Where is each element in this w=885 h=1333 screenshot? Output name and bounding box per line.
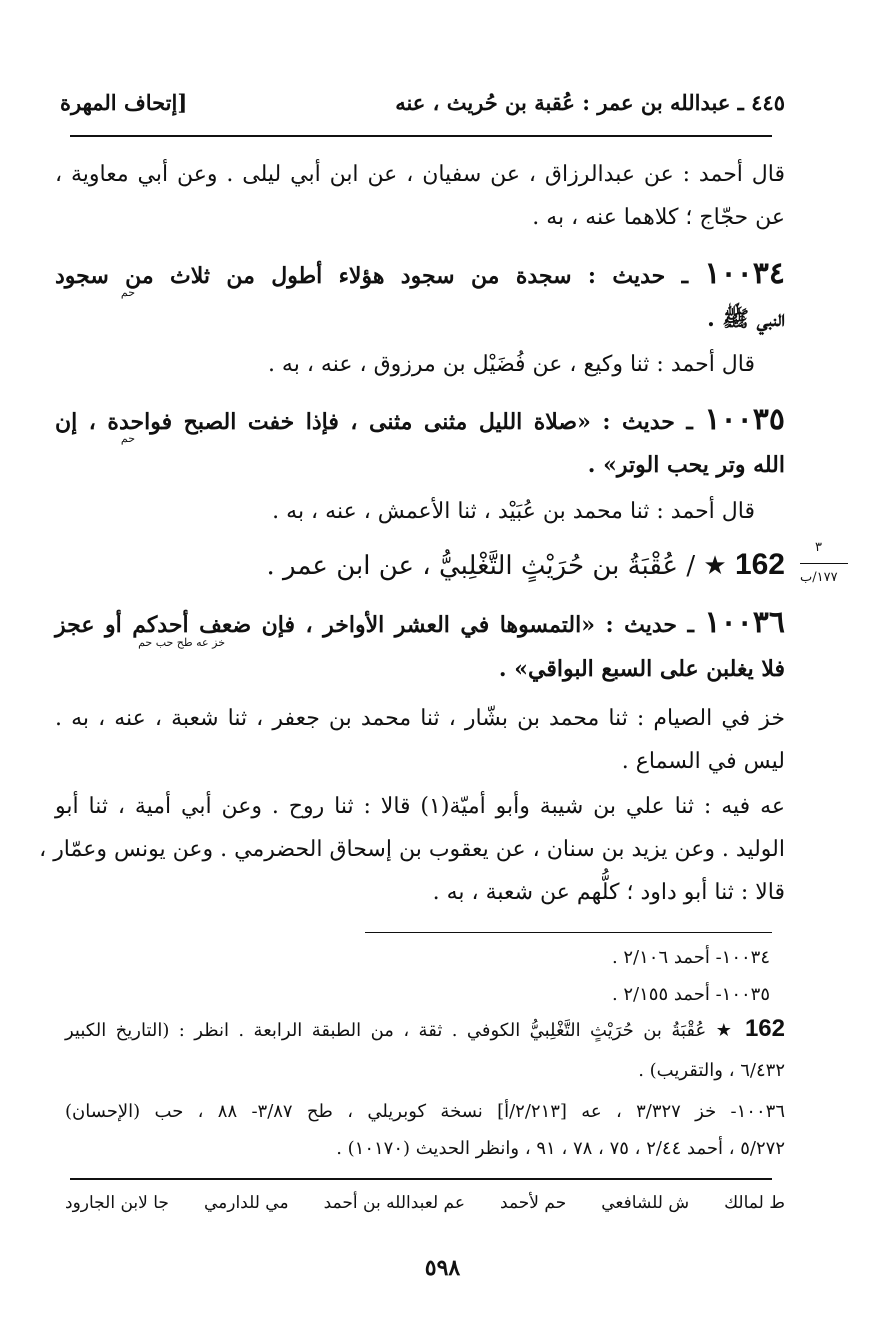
margin-note-bottom: ١٧٧/ب: [800, 570, 838, 585]
paragraph-line: عه فيه : ثنا علي بن شيبة وأبو أميّة(١) قالا : ثنا روح . وعن أبي أمية ، ثنا أبو: [55, 794, 785, 819]
source-marks: خز عه طح حب حم: [138, 636, 225, 649]
hadith-heading-text: ـ حديث : سجدة من سجود هؤلاء أطول من ثلاث من سجود: [55, 263, 689, 289]
paragraph-line: الوليد . وعن يزيد بن سنان ، عن يعقوب بن إسحاق الحضرمي . وعن يونس وعمّار ،: [39, 837, 785, 862]
isnad-line: قال أحمد : ثنا وكيع ، عن فُضَيْل بن مرزوق ، عنه ، به .: [267, 352, 755, 377]
footnote: ٥/٢٧٢ ، أحمد ٢/٤٤ ، ٧٥ ، ٧٨ ، ٩١ ، وانظر الحديث (١٠١٧٠) .: [336, 1138, 785, 1159]
footnote-rule: [365, 932, 772, 933]
source-marks: حم: [120, 432, 135, 445]
abbreviation: جا لابن الجارود: [65, 1193, 169, 1213]
footnote-text: عُقْبَةُ بن حُرَيْثٍ التَّغْلِبيُّ الكوفي . ثقة ، من الطبقة الرابعة . انظر : (التاريخ الكبير: [65, 1020, 707, 1041]
isnad-line: قال أحمد : ثنا محمد بن عُبَيْد ، ثنا الأعمش ، عنه ، به .: [272, 499, 755, 524]
margin-note-top: ٣: [815, 540, 822, 555]
paragraph-line: قالا : ثنا أبو داود ؛ كلُّهم عن شعبة ، به .: [432, 880, 785, 905]
footnote: ١٠٠٣٦- خز ٣/٣٢٧ ، عه [٢/٢١٣/أ] نسخة كوبريلي ، طح ٣/٨٧- ٨٨ ، حب (الإحسان): [65, 1101, 785, 1122]
entry-number: 162: [734, 548, 785, 581]
paragraph-line: عن حجّاج ؛ كلاهما عنه ، به .: [532, 205, 785, 230]
hadith-number: ١٠٠٣٥: [704, 403, 785, 436]
footnote-number: 162: [744, 1015, 785, 1042]
hadith-heading-line: فلا يغلبن على السبع البواقي» .: [498, 656, 785, 682]
abbreviation: حم لأحمد: [500, 1193, 567, 1213]
abbreviation: مي للدارمي: [203, 1193, 289, 1213]
abbreviations-rule: [70, 1178, 772, 1180]
hadith-heading-line: [55, 259, 785, 291]
star-icon: ★: [715, 1020, 736, 1041]
hadith-heading-line: الله وتر يحب الوتر» .: [587, 452, 785, 478]
hadith-heading-line: [55, 405, 785, 437]
running-head-title: ٤٤٥ ـ عبدالله بن عمر : عُقبة بن حُريث ، عنه: [395, 90, 785, 115]
abbreviations-legend: [65, 1193, 785, 1223]
hadith-heading-line: النبي ﷺ .: [707, 306, 785, 332]
narrator-name: / عُقْبَةُ بن حُرَيْثٍ التَّغْلِبيُّ ، عن ابن عمر .: [266, 551, 696, 581]
footnote: [65, 1016, 785, 1044]
paragraph-line: ليس في السماع .: [621, 749, 785, 774]
footnote: ١٠٠٣٤- أحمد ٢/١٠٦ .: [611, 947, 770, 968]
hadith-number: ١٠٠٣٤: [704, 257, 785, 290]
narrator-entry: [55, 547, 785, 584]
margin-note-rule: [800, 563, 848, 564]
running-head-book: [إتحاف المهرة: [60, 90, 188, 115]
source-marks: حم: [120, 286, 135, 299]
footnote: ٦/٤٣٢ ، والتقريب) .: [638, 1060, 785, 1081]
hadith-number: ١٠٠٣٦: [704, 606, 785, 639]
hadith-heading-text: ـ حديث : «صلاة الليل مثنى مثنى ، فإذا خفت الصبح فواحدة ، إن: [55, 409, 693, 435]
abbreviation: ط لمالك: [724, 1193, 785, 1213]
star-icon: ★: [703, 551, 727, 581]
paragraph-line: خز في الصيام : ثنا محمد بن بشّار ، ثنا محمد بن جعفر ، ثنا شعبة ، عنه ، به .: [55, 706, 785, 731]
paragraph-line: قال أحمد : عن عبدالرزاق ، عن سفيان ، عن ابن أبي ليلى . وعن أبي معاوية ،: [55, 162, 785, 187]
hadith-heading-text: ـ حديث : «التمسوها في العشر الأواخر ، فإن ضعف أحدكم أو عجز: [55, 612, 694, 638]
header-rule: [70, 135, 772, 137]
abbreviation: عم لعبدالله بن أحمد: [323, 1193, 466, 1213]
page-number: ٥٩٨: [424, 1255, 461, 1281]
abbreviation: ش للشافعي: [601, 1193, 690, 1213]
footnote: ١٠٠٣٥- أحمد ٢/١٥٥ .: [611, 984, 770, 1005]
